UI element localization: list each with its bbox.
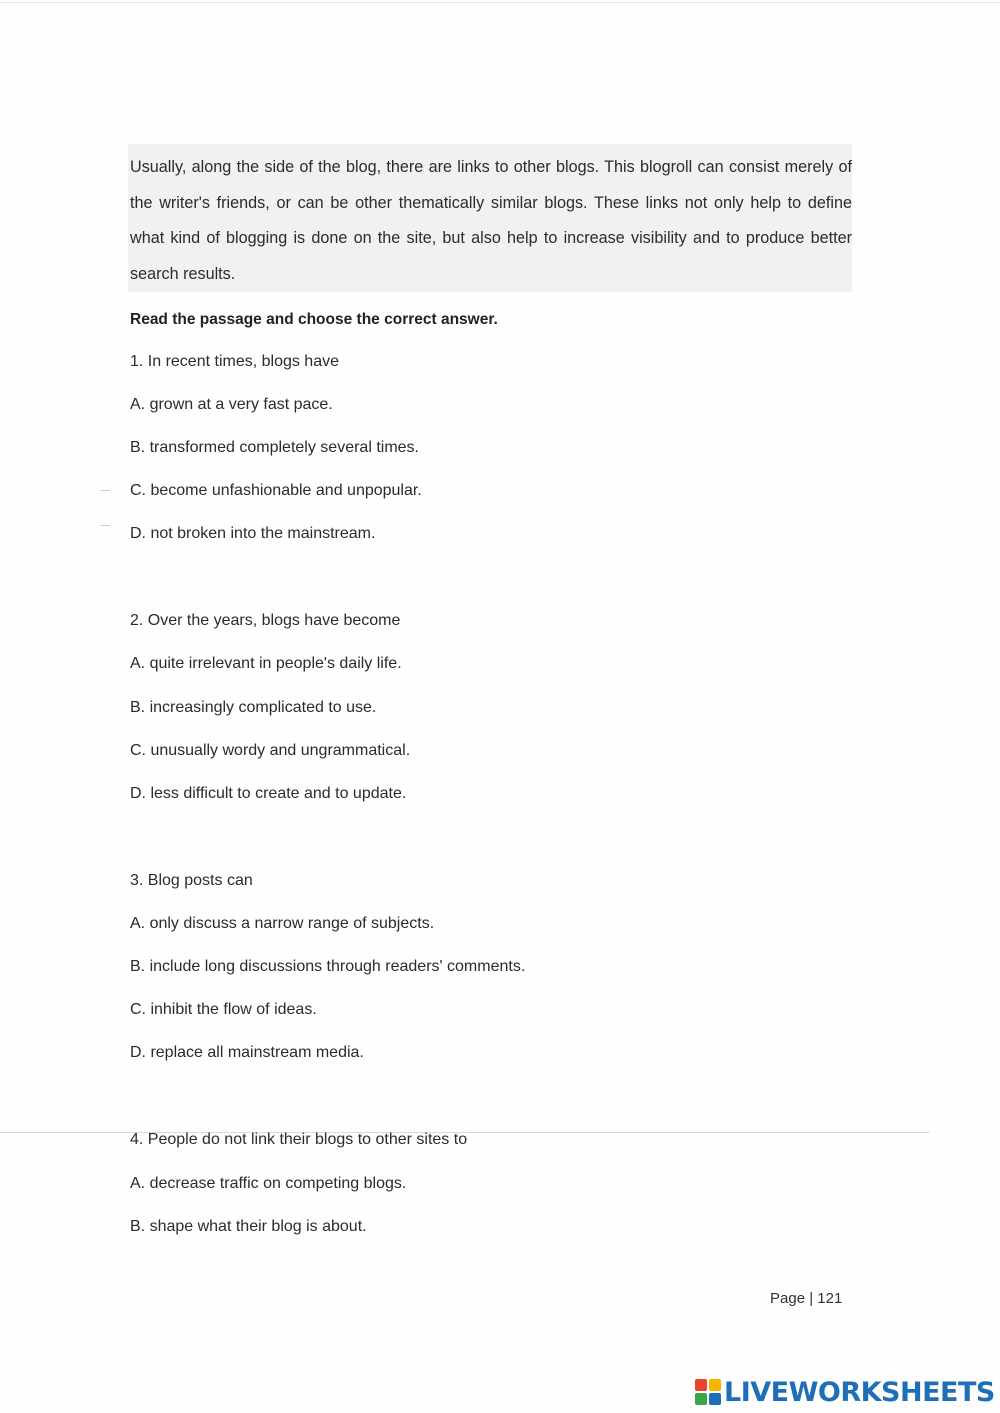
liveworksheets-logo-icon bbox=[695, 1379, 721, 1405]
question-3-option-b[interactable]: B. include long discussions through readers' comments. bbox=[130, 958, 526, 975]
question-2-option-c[interactable]: C. unusually wordy and ungrammatical. bbox=[130, 742, 411, 759]
passage-text: Usually, along the side of the blog, there are links to other blogs. This blogroll can consist merely of the writer's friends, or can be other thematically similar blogs. These links not only help to define what kind of blogging is done on the site, but also help to increase visibility and to produce better search results. bbox=[130, 158, 852, 283]
scan-speck bbox=[100, 490, 110, 491]
question-3-option-a[interactable]: A. only discuss a narrow range of subjects. bbox=[130, 915, 435, 932]
question-3-stem: 3. Blog posts can bbox=[130, 872, 253, 889]
question-4-stem: 4. People do not link their blogs to other sites to bbox=[130, 1131, 468, 1148]
question-1-option-b[interactable]: B. transformed completely several times. bbox=[130, 439, 419, 456]
passage-box bbox=[128, 144, 852, 292]
scan-speck bbox=[100, 525, 110, 526]
question-3-option-c[interactable]: C. inhibit the flow of ideas. bbox=[130, 1001, 317, 1018]
page-number: Page | 121 bbox=[770, 1290, 843, 1307]
question-2-stem: 2. Over the years, blogs have become bbox=[130, 612, 401, 629]
instruction-heading: Read the passage and choose the correct answer. bbox=[130, 311, 498, 328]
question-2-option-b[interactable]: B. increasingly complicated to use. bbox=[130, 699, 377, 716]
brand-wordmark: LIVEWORKSHEETS bbox=[724, 1376, 995, 1408]
liveworksheets-brand[interactable] bbox=[695, 1375, 995, 1409]
question-4-option-b[interactable]: B. shape what their blog is about. bbox=[130, 1218, 367, 1235]
question-2-option-d[interactable]: D. less difficult to create and to update. bbox=[130, 785, 407, 802]
question-1-stem: 1. In recent times, blogs have bbox=[130, 353, 339, 370]
question-1-option-c[interactable]: C. become unfashionable and unpopular. bbox=[130, 482, 422, 499]
question-4-option-a[interactable]: A. decrease traffic on competing blogs. bbox=[130, 1175, 407, 1192]
question-3-option-d[interactable]: D. replace all mainstream media. bbox=[130, 1044, 364, 1061]
question-1-option-d[interactable]: D. not broken into the mainstream. bbox=[130, 525, 376, 542]
scan-edge-line bbox=[0, 2, 1000, 3]
question-1-option-a[interactable]: A. grown at a very fast pace. bbox=[130, 396, 333, 413]
question-2-option-a[interactable]: A. quite irrelevant in people's daily life. bbox=[130, 655, 402, 672]
